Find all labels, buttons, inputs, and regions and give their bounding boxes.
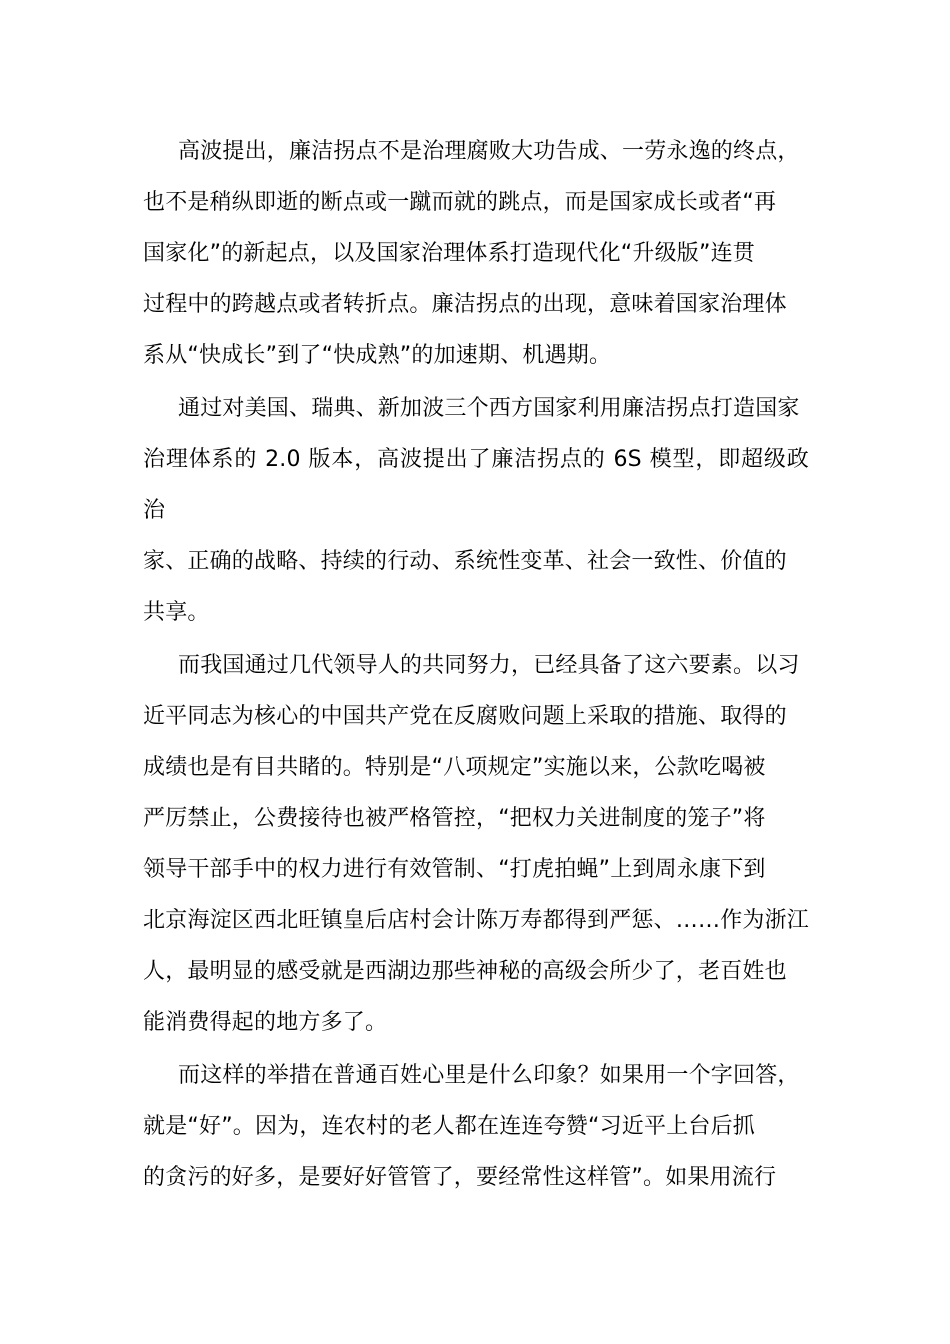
paragraph-public-impression: 而这样的举措在普通百姓心里是什么印象？如果用一个字回答， 就是“好”。因为，连农村的老人都在连连夸赞“习近平上台后抓 的贪污的好多，是要好好管管了，要经常性这样管”。如果用流行 <box>143 1063 800 1190</box>
paragraph-gaobo-turning-point: 高波提出，廉洁拐点不是治理腐败大功告成、一劳永逸的终点， 也不是稍纵即逝的断点或一蹴而就的跳点，而是国家成长或者“再 国家化”的新起点，以及国家治理体系打造现代化“升级版”连贯 过程中的跨越点或者转折点。廉洁拐点的出现，意味着国家治理体 系从“快成长”到了“快成熟”的加速期、机遇期。 <box>143 139 800 368</box>
paragraph-china-six-elements: 而我国通过几代领导人的共同努力，已经具备了这六要素。以习 近平同志为核心的中国共产党在反腐败问题上采取的措施、取得的 成绩也是有目共睹的。特别是“八项规定”实施以来，公款吃喝被 严厉禁止，公费接待也被严格管控，“把权力关进制度的笼子”将 领导干部手中的权力进行有效管制、“打虎拍蝇”上到周永康下到 北京海淀区西北旺镇皇后店村会计陈万寿都得到严惩、……作为浙江 人，最明显的感受就是西湖边那些神秘的高级会所少了，老百姓也 能消费得起的地方多了。 <box>143 653 810 1035</box>
paragraph-6s-model: 通过对美国、瑞典、新加波三个西方国家利用廉洁拐点打造国家 治理体系的 2.0 版本，高波提出了廉洁拐点的 6S 模型，即超级政治 家、正确的战略、持续的行动、系统性变革、社会一致性、价值的 共享。 <box>143 396 809 625</box>
document-body <box>143 126 809 1203</box>
